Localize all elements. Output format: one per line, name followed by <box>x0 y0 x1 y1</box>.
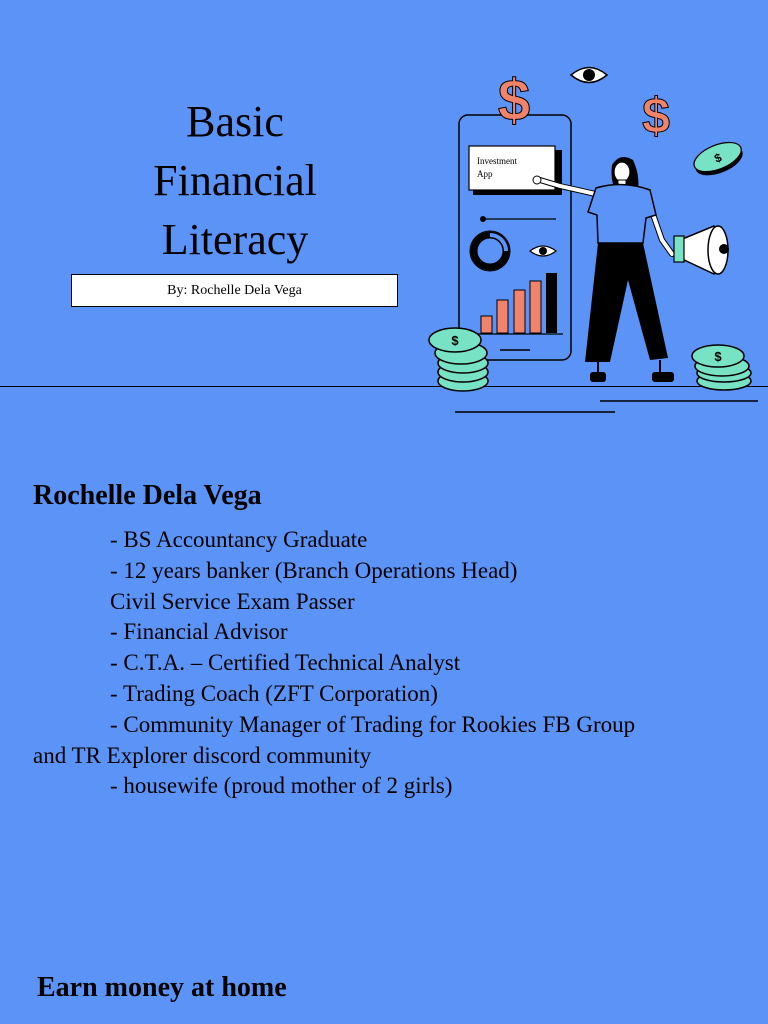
bio-line: - Trading Coach (ZFT Corporation) <box>110 680 438 706</box>
slider-knob <box>480 216 486 222</box>
bio-line: - Community Manager of Trading for Rookies FB Group <box>110 711 636 737</box>
bio-line: - Financial Advisor <box>110 619 288 645</box>
dollar-sign-icon: $ <box>497 68 531 133</box>
bar-chart-bar <box>497 300 508 333</box>
section-heading: Earn money at home <box>37 972 287 1003</box>
coin-dollar-label: $ <box>451 333 459 348</box>
bio-line: - C.T.A. – Certified Technical Analyst <box>110 650 461 676</box>
bio-line: - BS Accountancy Graduate <box>110 527 368 552</box>
page-title <box>70 92 400 269</box>
bio-name-heading: Rochelle Dela Vega <box>33 480 262 511</box>
title-line-1: Basic <box>186 97 284 146</box>
bar-chart-bar <box>546 273 557 333</box>
bio-line: - housewife (proud mother of 2 girls) <box>110 773 453 799</box>
bio-line: and TR Explorer discord community <box>33 742 372 768</box>
bar-chart-bar <box>481 316 492 333</box>
bio-line: Civil Service Exam Passer <box>110 588 355 614</box>
bio-list <box>33 525 733 802</box>
bar-chart-bar <box>514 290 525 333</box>
bar-chart-bar <box>530 281 541 333</box>
coin-icon <box>690 137 747 182</box>
title-line-3: Literacy <box>161 215 309 264</box>
coin-stack-left <box>429 328 488 391</box>
megaphone-icon <box>674 226 729 274</box>
app-label-line-1: Investment <box>477 156 517 166</box>
dollar-sign-icon: $ <box>642 88 670 144</box>
title-line-2: Financial <box>153 156 317 205</box>
author-byline-box: By: Rochelle Dela Vega <box>71 274 398 307</box>
coin-dollar-label: $ <box>714 349 722 364</box>
bio-line: - 12 years banker (Branch Operations Head) <box>110 557 518 583</box>
app-label-line-2: App <box>477 169 493 179</box>
investment-app-illustration <box>420 55 768 420</box>
coin-dollar-label: $ <box>712 150 724 166</box>
coin-stack-right <box>692 345 751 390</box>
